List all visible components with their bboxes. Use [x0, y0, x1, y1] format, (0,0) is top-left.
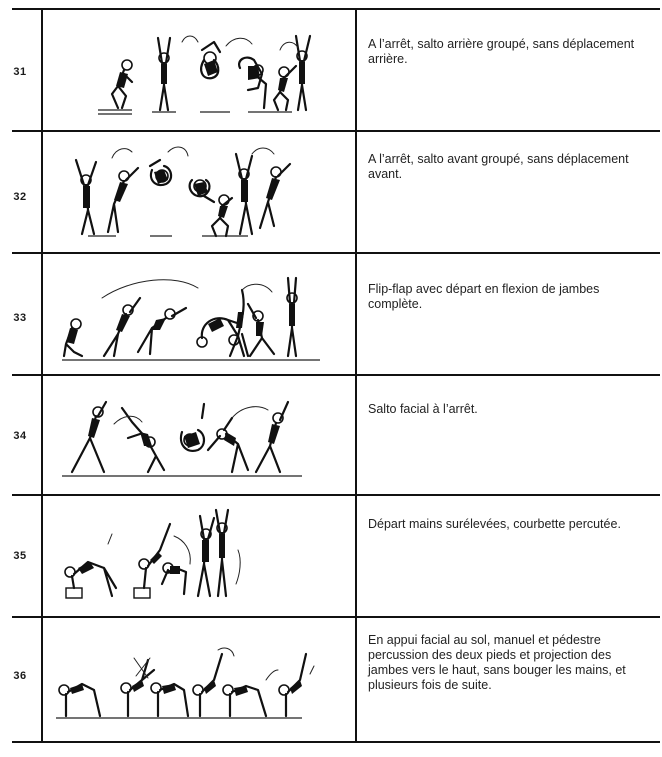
exercise-illustration [52, 640, 352, 730]
row-divider [12, 130, 660, 132]
exercise-description: En appui facial au sol, manuel et pédestre percussion des deux pieds et projection des jambes vers le haut, sans bouger les mains, et plusieurs fois de suite. [368, 633, 626, 692]
motion-arrow [218, 648, 234, 656]
row-divider [12, 252, 660, 254]
motion-arrow [108, 534, 112, 544]
exercise-description: A l’arrêt, salto avant groupé, sans déplacement avant. [368, 152, 629, 181]
gymnast-figure [76, 160, 96, 234]
motion-arrow [174, 536, 190, 564]
gymnast-figure [296, 36, 310, 110]
exercise-number: 35 [13, 550, 27, 562]
exercise-number: 36 [13, 670, 27, 682]
gymnast-figure [229, 290, 248, 356]
motion-arrow [280, 42, 298, 50]
gymnast-figure [279, 654, 306, 716]
exercise-illustration [52, 268, 352, 368]
gymnast-figure [223, 685, 266, 716]
exercise-description: A l’arrêt, salto arrière groupé, sans déplacement arrière. [368, 37, 635, 66]
motion-arrow [310, 666, 314, 674]
exercise-illustration [52, 30, 352, 122]
gymnast-figure [138, 308, 186, 354]
gymnast-figure [108, 168, 138, 232]
raised-block [66, 588, 150, 598]
row-divider [12, 8, 660, 10]
spring-board [98, 110, 292, 114]
gymnast-figure [216, 510, 228, 596]
row-divider [12, 374, 660, 376]
table-left-border [41, 8, 43, 743]
gymnast-figure [190, 180, 214, 202]
gymnast-figure [287, 278, 297, 356]
exercise-illustration [52, 504, 352, 608]
exercise-number: 34 [13, 430, 27, 442]
exercise-description: Flip-flap avec départ en flexion de jambes complète. [368, 282, 600, 311]
exercise-description: Départ mains surélevées, courbette percutée. [368, 517, 621, 531]
motion-arrow [102, 280, 198, 298]
motion-arrow [252, 148, 274, 154]
gymnast-figure [151, 683, 188, 716]
gymnast-figure [193, 654, 222, 716]
gymnast-figure [72, 402, 106, 472]
exercise-description: Salto facial à l’arrêt. [368, 402, 478, 416]
gymnast-figure [208, 418, 248, 472]
gymnast-figure [158, 38, 170, 110]
motion-arrow [112, 149, 132, 158]
gymnast-figure [122, 408, 164, 472]
motion-arrow [236, 550, 240, 584]
gymnast-figure [212, 195, 232, 236]
gymnast-figure [274, 66, 296, 110]
gymnast-figure [104, 298, 140, 356]
gymnast-figure [236, 154, 252, 234]
motion-arrow [226, 38, 252, 46]
exercise-number: 33 [13, 312, 27, 324]
motion-arrow [242, 284, 272, 292]
gymnast-figure [201, 42, 220, 78]
gymnast-figure [181, 404, 204, 451]
gymnast-figure [260, 164, 290, 228]
gymnast-figure [239, 58, 266, 108]
gymnast-figure [248, 304, 274, 356]
gymnast-figure [162, 563, 186, 594]
gymnast-figure [121, 660, 154, 716]
gymnast-figure [112, 60, 132, 108]
row-divider [12, 741, 660, 743]
motion-arrow [168, 147, 188, 156]
exercise-number: 32 [13, 191, 27, 203]
exercise-illustration [52, 140, 352, 245]
gymnast-figure [150, 160, 171, 185]
gymnast-figure [198, 516, 214, 596]
gymnast-figure [64, 319, 82, 356]
motion-arrow [182, 36, 198, 42]
exercise-illustration [52, 388, 352, 484]
row-divider [12, 616, 660, 618]
exercise-number: 31 [13, 66, 27, 78]
gymnast-figure [59, 684, 100, 716]
gymnast-figure [256, 402, 288, 472]
motion-arrow [266, 670, 278, 680]
table-column-divider [355, 8, 357, 743]
row-divider [12, 494, 660, 496]
motion-arrow [232, 407, 268, 418]
